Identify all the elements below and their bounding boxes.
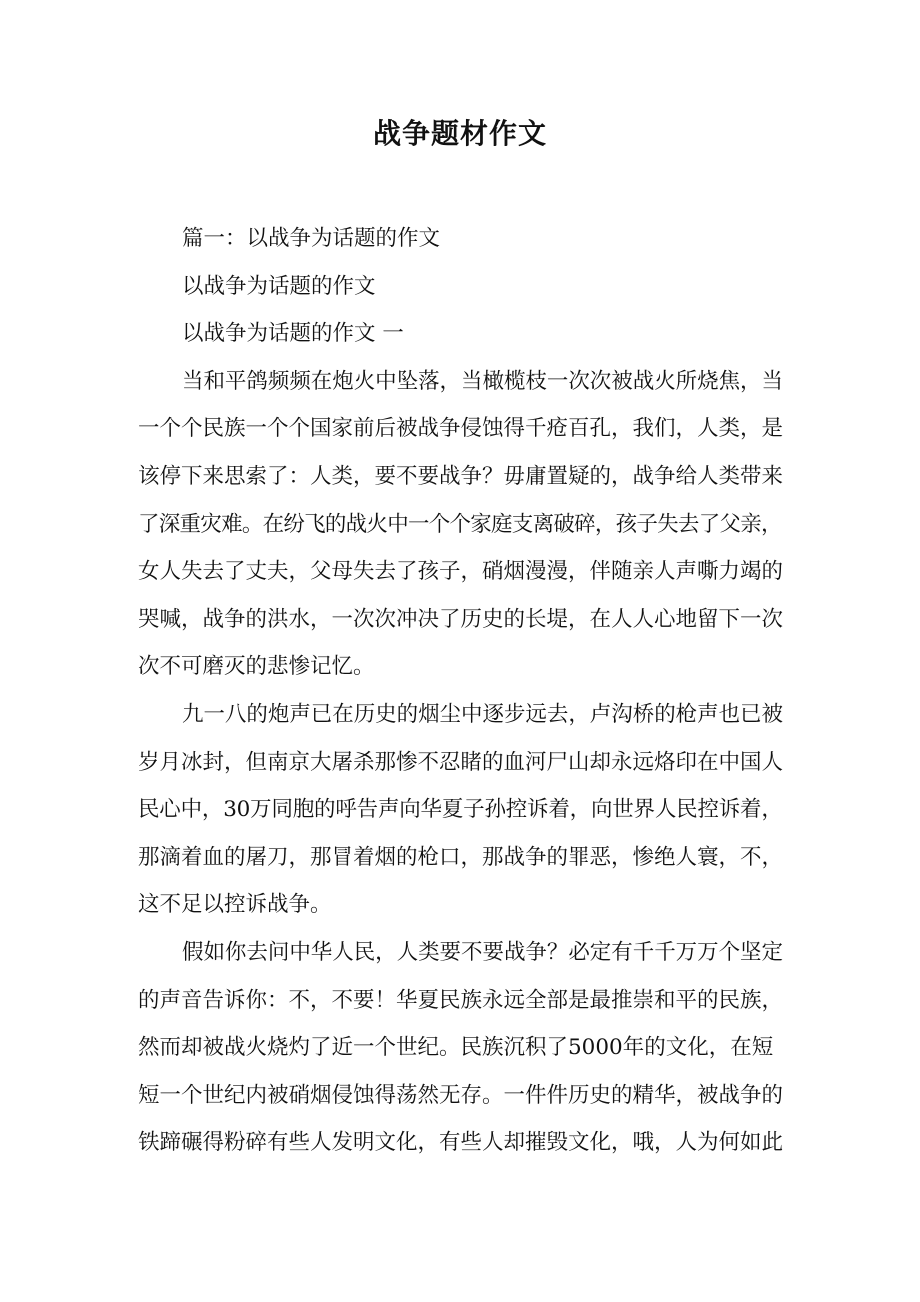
text-line: 九一八的炮声已在历史的烟尘中逐步远去，卢沟桥的枪声也已被: [182, 701, 783, 727]
text-line: 哭喊，战争的洪水，一次次冲决了历史的长堤，在人人心地留下一次: [138, 606, 784, 632]
text-line: 这不足以控诉战争。: [138, 892, 332, 918]
text-line: 女人失去了丈夫，父母失去了孩子，硝烟漫漫，伴随亲人声嘶力竭的: [138, 559, 784, 585]
text-line: 岁月冰封，但南京大屠杀那惨不忍睹的血河尸山却永远烙印在中国人: [138, 749, 784, 775]
text-line: 以战争为话题的作文: [182, 273, 376, 299]
text-line: 该停下来思索了：人类，要不要战争？毋庸置疑的，战争给人类带来: [138, 463, 784, 489]
text-line: 篇一：以战争为话题的作文: [182, 226, 441, 251]
text-line: 民心中，30万同胞的呼告声向华夏子孙控诉着，向世界人民控诉着，: [138, 797, 783, 823]
document-title: 战争题材作文: [372, 117, 547, 150]
text-line: 一个个民族一个个国家前后被战争侵蚀得千疮百孔，我们，人类，是: [138, 416, 784, 442]
text-line: 了深重灾难。在纷飞的战火中一个个家庭支离破碎，孩子失去了父亲，: [138, 511, 782, 537]
text-line: 短一个世纪内被硝烟侵蚀得荡然无存。一件件历史的精华，被战争的: [138, 1082, 784, 1108]
text-line: 假如你去问中华人民，人类要不要战争？必定有千千万万个坚定: [182, 939, 783, 965]
text-line: 铁蹄碾得粉碎有些人发明文化，有些人却摧毁文化，哦，人为何如此: [138, 1130, 784, 1156]
text-line: 以战争为话题的作文 一: [182, 321, 404, 347]
document-body: [138, 215, 783, 1167]
text-line: 的声音告诉你：不，不要！华夏民族永远全部是最推崇和平的民族，: [138, 987, 784, 1013]
text-line: 然而却被战火烧灼了近一个世纪。民族沉积了5000年的文化，在短: [138, 1035, 774, 1061]
text-line: 次不可磨灭的悲惨记忆。: [138, 654, 375, 680]
text-line: 那滴着血的屠刀，那冒着烟的枪口，那战争的罪恶，惨绝人寰，不，: [138, 844, 784, 870]
text-line: 当和平鸽频频在炮火中坠落，当橄榄枝一次次被战火所烧焦，当: [182, 368, 783, 394]
